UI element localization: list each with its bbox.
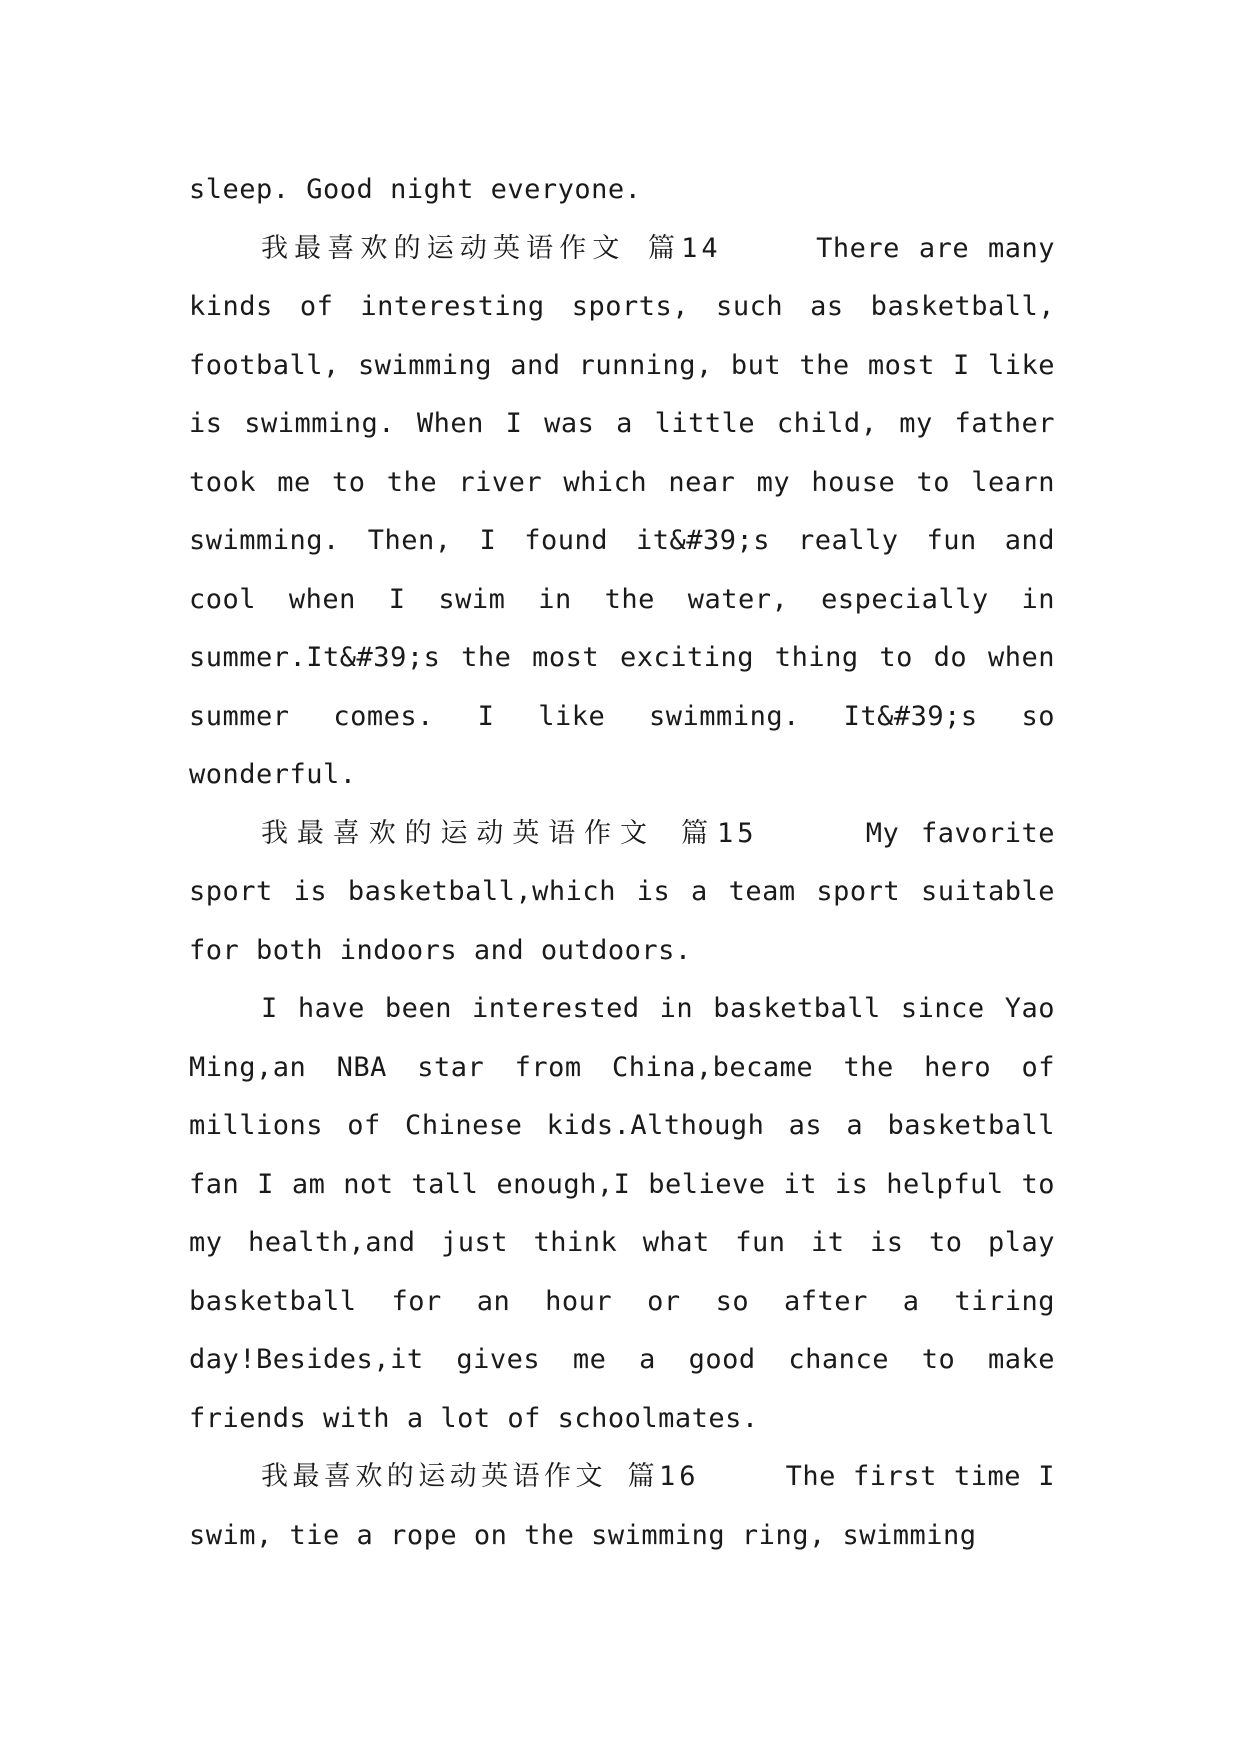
paragraph-text: I have been interested in basketball since Yao Ming,an NBA star from China,became the hero of millions of Chinese kids.Although as a basketball fan I am not tall enough,I believe it is helpful to my health,and just think what fun it is to play basketball for an hour or so after a tiring day!Besides,it gives me a good chance to make friends with a lot of schoolmates. [189, 993, 1055, 1434]
paragraph-text: The first time I swim, tie a rope on the swimming ring, swimming [189, 1461, 1056, 1551]
paragraph-continuation [189, 161, 1055, 220]
essay-section-16 [189, 1448, 1055, 1565]
section-heading: 我最喜欢的运动英语作文 篇14 [261, 232, 722, 264]
section-heading: 我最喜欢的运动英语作文 篇16 [261, 1461, 700, 1492]
essay-section-15-body [189, 980, 1055, 1448]
essay-section-15 [189, 805, 1055, 981]
paragraph-text: There are many kinds of interesting sports, such as basketball, football, swimming and running, but the most I like is swimming. When I was a little child, my father took me to the river which near my house to learn swimming. Then, I found it&#39;s really fun and cool when I swim in the water, especially in summer.It&#39;s the most exciting thing to do when summer comes. I like swimming. It&#39;s so wonderful. [189, 232, 1056, 790]
document-body [189, 161, 1055, 1565]
paragraph-text: My favorite sport is basketball,which is a team sport suitable for both indoors and outdoors. [189, 817, 1056, 966]
section-heading: 我最喜欢的运动英语作文 篇15 [261, 817, 758, 849]
essay-section-14 [189, 220, 1055, 805]
paragraph-text: sleep. Good night everyone. [189, 174, 642, 205]
